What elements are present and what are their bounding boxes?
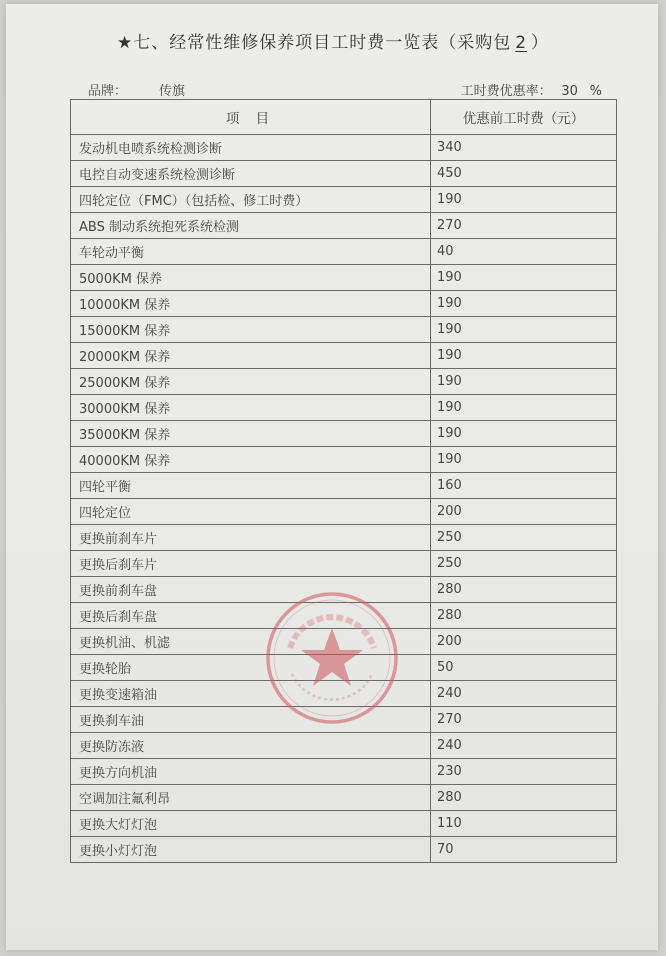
package-number: 2 — [515, 33, 528, 53]
table-row — [71, 421, 617, 447]
item-name-cell: 四轮定位 — [71, 499, 431, 525]
fee-cell: 40 — [431, 239, 617, 265]
fee-cell: 280 — [431, 785, 617, 811]
discount-rate-field — [461, 80, 602, 100]
item-name-cell: 25000KM 保养 — [71, 369, 431, 395]
table-row — [71, 525, 617, 551]
discount-rate-value: 30 — [552, 84, 588, 100]
table-row — [71, 681, 617, 707]
item-name-cell: 更换防冻液 — [71, 733, 431, 759]
item-name-cell: 更换前刹车盘 — [71, 577, 431, 603]
fee-cell: 190 — [431, 317, 617, 343]
fee-cell: 110 — [431, 811, 617, 837]
brand-value: 传旗 — [127, 80, 217, 100]
fee-cell: 270 — [431, 213, 617, 239]
fee-cell: 70 — [431, 837, 617, 863]
table-row — [71, 551, 617, 577]
item-name-cell: 10000KM 保养 — [71, 291, 431, 317]
item-name-cell: 更换方向机油 — [71, 759, 431, 785]
fee-cell: 200 — [431, 499, 617, 525]
item-name-cell: 更换前刹车片 — [71, 525, 431, 551]
column-header-item: 项 目 — [71, 100, 431, 135]
table-row — [71, 291, 617, 317]
fee-cell: 190 — [431, 369, 617, 395]
table-row — [71, 187, 617, 213]
item-name-cell: ABS 制动系统抱死系统检测 — [71, 213, 431, 239]
fee-cell: 190 — [431, 291, 617, 317]
fee-cell: 190 — [431, 343, 617, 369]
column-header-fee: 优惠前工时费（元） — [431, 100, 617, 135]
fee-cell: 280 — [431, 577, 617, 603]
table-row — [71, 239, 617, 265]
fee-cell: 250 — [431, 551, 617, 577]
table-row — [71, 369, 617, 395]
fee-cell: 190 — [431, 265, 617, 291]
item-name-cell: 40000KM 保养 — [71, 447, 431, 473]
table-row — [71, 317, 617, 343]
item-name-cell: 四轮定位（FMC）（包括检、修工时费） — [71, 187, 431, 213]
fee-cell: 50 — [431, 655, 617, 681]
table-header-row — [71, 100, 617, 135]
fee-cell: 250 — [431, 525, 617, 551]
item-name-cell: 更换变速箱油 — [71, 681, 431, 707]
item-name-cell: 更换大灯灯泡 — [71, 811, 431, 837]
fee-cell: 190 — [431, 421, 617, 447]
table-row — [71, 395, 617, 421]
table-row — [71, 161, 617, 187]
fee-cell: 230 — [431, 759, 617, 785]
item-name-cell: 更换机油、机滤 — [71, 629, 431, 655]
table-row — [71, 655, 617, 681]
item-name-cell: 更换轮胎 — [71, 655, 431, 681]
table-row — [71, 837, 617, 863]
table-row — [71, 577, 617, 603]
fee-cell: 190 — [431, 187, 617, 213]
labor-fee-table — [70, 99, 617, 863]
table-row — [71, 759, 617, 785]
item-name-cell: 更换后刹车片 — [71, 551, 431, 577]
table-row — [71, 499, 617, 525]
table-row — [71, 473, 617, 499]
table-row — [71, 265, 617, 291]
table-row — [71, 447, 617, 473]
table-row — [71, 707, 617, 733]
brand-label: 品牌： — [88, 84, 128, 99]
table-row — [71, 603, 617, 629]
item-name-cell: 电控自动变速系统检测诊断 — [71, 161, 431, 187]
table-row — [71, 213, 617, 239]
discount-rate-unit: % — [589, 84, 602, 99]
item-name-cell: 5000KM 保养 — [71, 265, 431, 291]
item-name-cell: 车轮动平衡 — [71, 239, 431, 265]
page-title: ★七、经常性维修保养项目工时费一览表（采购包 2 ） — [116, 33, 550, 53]
item-name-cell: 20000KM 保养 — [71, 343, 431, 369]
table-row — [71, 785, 617, 811]
fee-cell: 160 — [431, 473, 617, 499]
fee-cell: 240 — [431, 681, 617, 707]
item-name-cell: 35000KM 保养 — [71, 421, 431, 447]
fee-cell: 190 — [431, 395, 617, 421]
brand-field — [88, 80, 217, 100]
fee-cell: 240 — [431, 733, 617, 759]
fee-cell: 270 — [431, 707, 617, 733]
fee-cell: 340 — [431, 135, 617, 161]
table-row — [71, 629, 617, 655]
item-name-cell: 发动机电喷系统检测诊断 — [71, 135, 431, 161]
table-row — [71, 343, 617, 369]
fee-cell: 450 — [431, 161, 617, 187]
item-name-cell: 15000KM 保养 — [71, 317, 431, 343]
item-name-cell: 更换小灯灯泡 — [71, 837, 431, 863]
discount-rate-label: 工时费优惠率： — [460, 84, 552, 99]
item-name-cell: 四轮平衡 — [71, 473, 431, 499]
item-name-cell: 空调加注氟利昂 — [71, 785, 431, 811]
fee-cell: 190 — [431, 447, 617, 473]
item-name-cell: 30000KM 保养 — [71, 395, 431, 421]
item-name-cell: 更换后刹车盘 — [71, 603, 431, 629]
table-row — [71, 811, 617, 837]
fee-cell: 280 — [431, 603, 617, 629]
table-row — [71, 135, 617, 161]
fee-cell: 200 — [431, 629, 617, 655]
table-row — [71, 733, 617, 759]
item-name-cell: 更换刹车油 — [71, 707, 431, 733]
